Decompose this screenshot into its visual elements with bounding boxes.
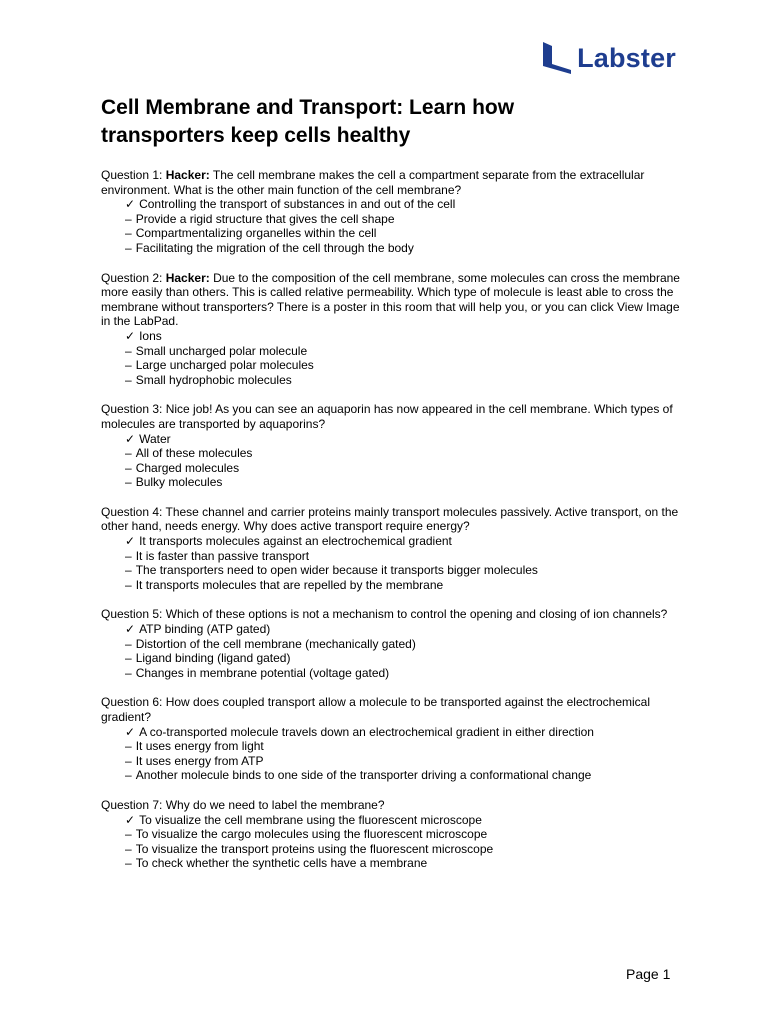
dash-icon: – [125, 841, 132, 856]
dash-icon: – [125, 211, 132, 226]
question-body: Which of these options is not a mechanism to control the opening and closing of ion channels? [165, 607, 668, 622]
answer-text: Bulky molecules [135, 475, 223, 490]
question-block [101, 798, 681, 871]
question-block [101, 607, 681, 680]
dash-icon: – [125, 343, 132, 358]
checkmark-icon: ✓ [125, 197, 136, 212]
question-number: Question 1: [101, 168, 166, 182]
question-body: Why do we need to label the membrane? [165, 797, 385, 812]
answer-list [101, 432, 681, 490]
answer-list [101, 725, 681, 783]
answer-text: To check whether the synthetic cells have a membrane [135, 856, 428, 871]
answer-text: Facilitating the migration of the cell through the body [135, 240, 414, 255]
answer-text: All of these molecules [135, 446, 253, 461]
question-text [101, 798, 681, 813]
answer-option [125, 856, 681, 871]
answer-text: It uses energy from light [135, 739, 264, 754]
question-text [101, 505, 681, 534]
answer-text: Small hydrophobic molecules [135, 372, 292, 387]
answer-text: Controlling the transport of substances in and out of the cell [139, 197, 456, 212]
question-number: Question 7: [101, 797, 166, 812]
answer-option [125, 461, 681, 476]
answer-option [125, 358, 681, 373]
question-block [101, 402, 681, 490]
checkmark-icon: ✓ [125, 622, 136, 637]
question-body: Due to the composition of the cell membrane, some molecules can cross the membrane more easily than others. This is called relative permeability. Which type of molecule is least able to cross the membrane without transporters? There is a poster in this room that will help you, or you can click View Image in the LabPad. [101, 270, 680, 329]
question-number: Question 2: [101, 270, 166, 285]
dash-icon: – [125, 636, 132, 651]
page-title [101, 94, 701, 150]
answer-text: It transports molecules against an electrochemical gradient [139, 534, 452, 549]
question-text [101, 402, 681, 431]
question-number: Question 6: [101, 695, 166, 710]
answer-list [101, 197, 681, 255]
answer-correct [125, 197, 681, 212]
dash-icon: – [125, 856, 132, 871]
question-text [101, 168, 681, 197]
question-block [101, 505, 681, 593]
answer-option [125, 827, 681, 842]
question-body: Nice job! As you can see an aquaporin has now appeared in the cell membrane. Which types of molecules are transported by aquaporins? [101, 402, 673, 431]
question-block [101, 695, 681, 783]
dash-icon: – [125, 753, 132, 768]
answer-option [125, 549, 681, 564]
answer-option [125, 241, 681, 256]
answer-correct [125, 813, 681, 828]
answer-text: Water [139, 431, 171, 446]
answer-option [125, 563, 681, 578]
answer-text: Large uncharged polar molecules [135, 358, 314, 373]
answer-option [125, 754, 681, 769]
question-number: Question 3: [101, 402, 166, 417]
answer-option [125, 651, 681, 666]
dash-icon: – [125, 563, 132, 578]
dash-icon: – [125, 577, 132, 592]
dash-icon: – [125, 665, 132, 680]
page-number: Page 1 [626, 966, 671, 982]
answer-option [125, 578, 681, 593]
answer-option [125, 446, 681, 461]
dash-icon: – [125, 460, 132, 475]
answer-list [101, 534, 681, 592]
answer-option [125, 768, 681, 783]
question-text [101, 271, 681, 329]
question-body: These channel and carrier proteins mainly transport molecules passively. Active transport, on the other hand, needs energy. Why does active transport require energy? [101, 504, 679, 534]
answer-text: To visualize the cell membrane using the fluorescent microscope [139, 812, 482, 827]
question-speaker: Hacker: [165, 270, 210, 285]
question-text [101, 695, 681, 724]
dash-icon: – [125, 548, 132, 563]
answer-option [125, 226, 681, 241]
answer-correct [125, 432, 681, 447]
answer-text: Ligand binding (ligand gated) [135, 651, 291, 666]
question-number: Question 4: [101, 504, 166, 519]
checkmark-icon: ✓ [125, 534, 136, 549]
answer-correct [125, 725, 681, 740]
answer-text: Ions [139, 328, 162, 343]
question-body: How does coupled transport allow a molecule to be transported against the electrochemical gradient? [101, 695, 650, 724]
answer-correct [125, 622, 681, 637]
question-block [101, 168, 681, 256]
dash-icon: – [125, 226, 132, 241]
logo-text: Labster [577, 42, 676, 73]
answer-option [125, 666, 681, 681]
answer-text: To visualize the transport proteins using the fluorescent microscope [135, 841, 494, 856]
answer-text: ATP binding (ATP gated) [139, 622, 271, 637]
dash-icon: – [125, 768, 132, 783]
answer-list [101, 813, 681, 871]
question-speaker: Hacker: [165, 168, 210, 182]
answer-text: It transports molecules that are repelled by the membrane [135, 577, 444, 592]
answer-text: Charged molecules [135, 460, 240, 475]
answer-text: Provide a rigid structure that gives the cell shape [135, 211, 395, 226]
answer-list [101, 329, 681, 387]
checkmark-icon: ✓ [125, 328, 136, 343]
answer-option [125, 344, 681, 359]
answer-text: Compartmentalizing organelles within the cell [135, 226, 377, 241]
question-list [101, 168, 681, 886]
question-block [101, 271, 681, 388]
answer-correct [125, 534, 681, 549]
dash-icon: – [125, 739, 132, 754]
answer-text: It is faster than passive transport [135, 548, 310, 563]
labster-logo [543, 42, 676, 74]
question-text [101, 607, 681, 622]
title-line-1: Cell Membrane and Transport: Learn how [101, 96, 515, 119]
dash-icon: – [125, 827, 132, 842]
dash-icon: – [125, 446, 132, 461]
answer-text: Small uncharged polar molecule [135, 343, 308, 358]
answer-correct [125, 329, 681, 344]
dash-icon: – [125, 240, 132, 255]
dash-icon: – [125, 372, 132, 387]
answer-text: It uses energy from ATP [135, 753, 264, 768]
checkmark-icon: ✓ [125, 724, 136, 739]
title-line-2: transporters keep cells healthy [101, 124, 411, 147]
dash-icon: – [125, 651, 132, 666]
answer-option [125, 637, 681, 652]
answer-option [125, 373, 681, 388]
checkmark-icon: ✓ [125, 812, 136, 827]
answer-option [125, 212, 681, 227]
checkmark-icon: ✓ [125, 431, 136, 446]
answer-text: To visualize the cargo molecules using the fluorescent microscope [135, 827, 488, 842]
answer-option [125, 475, 681, 490]
answer-text: The transporters need to open wider because it transports bigger molecules [135, 563, 538, 578]
answer-text: Changes in membrane potential (voltage gated) [135, 665, 390, 680]
answer-option [125, 842, 681, 857]
question-body: The cell membrane makes the cell a compartment separate from the extracellular environment. What is the other main function of the cell membrane? [101, 168, 645, 197]
dash-icon: – [125, 358, 132, 373]
answer-list [101, 622, 681, 680]
answer-option [125, 739, 681, 754]
answer-text: Another molecule binds to one side of the transporter driving a conformational change [135, 768, 592, 783]
answer-text: A co-transported molecule travels down an electrochemical gradient in either direction [139, 724, 594, 739]
labster-logo-icon [543, 42, 571, 74]
answer-text: Distortion of the cell membrane (mechanically gated) [135, 636, 416, 651]
question-number: Question 5: [101, 607, 166, 622]
dash-icon: – [125, 475, 132, 490]
